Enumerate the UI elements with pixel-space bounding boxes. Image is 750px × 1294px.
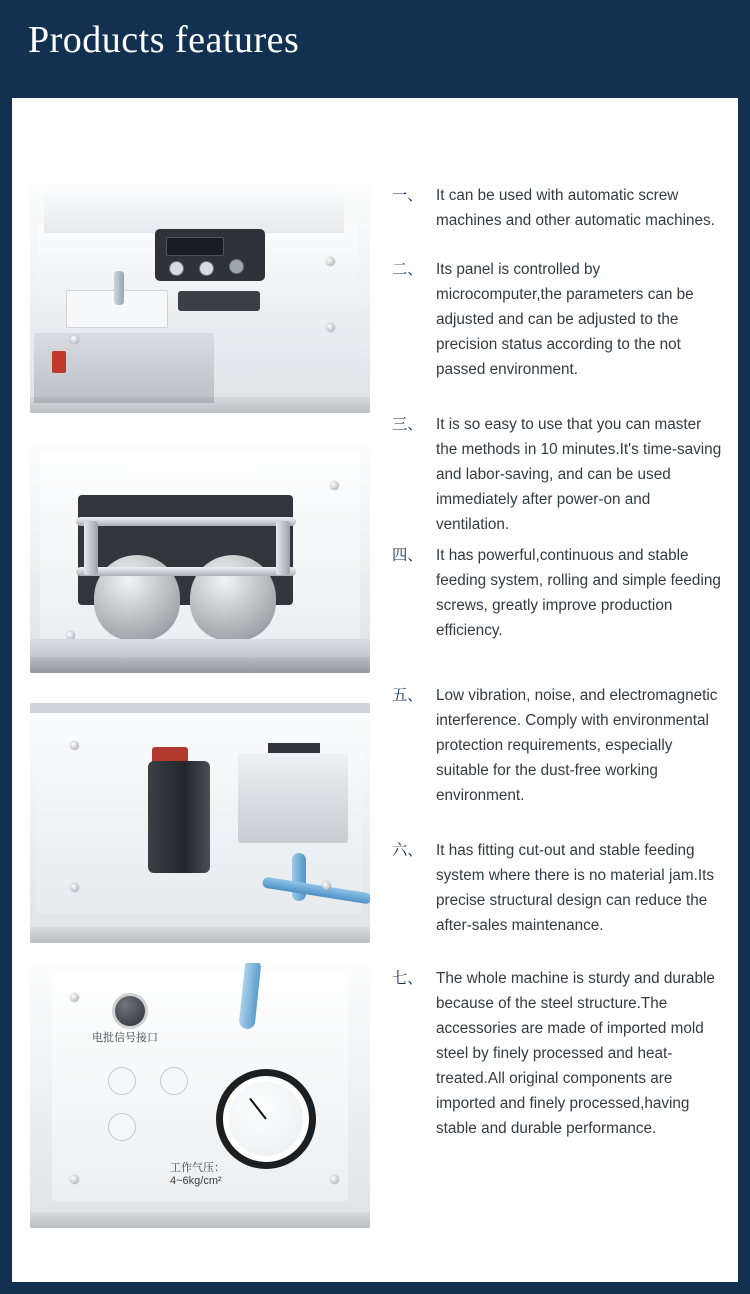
pressure-value-label: 4~6kg/cm² bbox=[170, 1175, 222, 1187]
driver-signal-connector bbox=[112, 993, 148, 1029]
feature-text: It has powerful,continuous and stable feeding system, rolling and simple feeding screws, greatly improve production efficiency. bbox=[436, 547, 721, 639]
feature-marker: 二、 bbox=[392, 260, 423, 278]
product-photo-control-panel bbox=[30, 183, 370, 413]
product-photo-hopper bbox=[30, 443, 370, 673]
guide-rail-lower bbox=[76, 567, 296, 576]
feature-item bbox=[392, 183, 722, 233]
photo-shadow bbox=[30, 1212, 370, 1228]
feature-item bbox=[392, 257, 722, 382]
panel-knob-right bbox=[229, 259, 244, 274]
top-edge bbox=[30, 703, 370, 713]
feature-text: Low vibration, noise, and electromagnetic interference. Comply with environmental protection requirements, especially suitable for the dust-free working environment. bbox=[436, 687, 718, 804]
photo-shadow bbox=[30, 927, 370, 943]
support-post-left bbox=[84, 521, 98, 575]
screw-icon bbox=[326, 323, 335, 332]
air-fitting bbox=[114, 271, 124, 305]
feature-marker: 三、 bbox=[392, 415, 423, 433]
panel-hole-3 bbox=[108, 1113, 136, 1141]
feature-text: It can be used with automatic screw machines and other automatic machines. bbox=[436, 187, 715, 229]
screw-icon bbox=[330, 1175, 339, 1184]
feature-item bbox=[392, 683, 722, 808]
feature-marker: 四、 bbox=[392, 546, 423, 564]
red-component bbox=[52, 351, 66, 373]
panel-knob-left bbox=[169, 261, 184, 276]
product-photo-motor bbox=[30, 703, 370, 943]
panel-hole-1 bbox=[108, 1067, 136, 1095]
pressure-gauge bbox=[216, 1069, 316, 1169]
screw-icon bbox=[70, 335, 79, 344]
feature-marker: 七、 bbox=[392, 969, 423, 987]
feature-item bbox=[392, 543, 722, 643]
panel-knob-mid bbox=[199, 261, 214, 276]
connector-label: 电批信号接口 bbox=[92, 1032, 158, 1044]
feature-marker: 一、 bbox=[392, 186, 423, 204]
hopper-cavity bbox=[78, 495, 293, 605]
photo-shadow bbox=[30, 657, 370, 673]
screw-icon bbox=[70, 1175, 79, 1184]
features-list bbox=[392, 183, 722, 1155]
guide-rail-upper bbox=[76, 517, 296, 526]
screw-icon bbox=[70, 741, 79, 750]
screw-icon bbox=[70, 883, 79, 892]
pressure-title-label: 工作气压： bbox=[170, 1162, 225, 1174]
panel-display bbox=[166, 237, 224, 256]
support-post-right bbox=[276, 521, 290, 575]
feature-item bbox=[392, 966, 722, 1141]
feature-item bbox=[392, 838, 722, 938]
feed-block bbox=[238, 753, 348, 843]
panel-hole-2 bbox=[160, 1067, 188, 1095]
feature-item bbox=[392, 412, 722, 537]
page-title: Products features bbox=[28, 19, 300, 61]
feature-marker: 五、 bbox=[392, 686, 423, 704]
screw-icon bbox=[330, 481, 339, 490]
product-photo-interface-panel bbox=[30, 963, 370, 1228]
machine-top-cover bbox=[44, 191, 344, 233]
photo-shadow bbox=[30, 397, 370, 413]
page-content bbox=[12, 98, 738, 1282]
feature-text: It is so easy to use that you can master the methods in 10 minutes.It's time-saving and labor-saving, and can be used immediately after power-on and ventilation. bbox=[436, 416, 722, 533]
screw-icon bbox=[70, 993, 79, 1002]
feature-text: The whole machine is sturdy and durable because of the steel structure.The accessories are made of imported mold steel by finely processed and heat-treated.All original components are imported and finely processed,having stable and durable performance. bbox=[436, 970, 715, 1137]
feature-text: Its panel is controlled by microcomputer,the parameters can be adjusted and can be adjusted to the precision status according to the not passed environment. bbox=[436, 261, 694, 378]
gauge-dial bbox=[229, 1082, 303, 1156]
screw-icon bbox=[326, 257, 335, 266]
motor-cylinder bbox=[148, 761, 210, 873]
control-panel bbox=[155, 229, 265, 281]
screw-icon bbox=[322, 881, 331, 890]
page-header bbox=[0, 0, 750, 98]
feature-marker: 六、 bbox=[392, 841, 423, 859]
feed-rail-dark bbox=[178, 291, 260, 311]
feature-text: It has fitting cut-out and stable feeding system where there is no material jam.Its precise structural design can reduce the after-sales maintenance. bbox=[436, 842, 714, 934]
gauge-needle bbox=[249, 1098, 267, 1120]
